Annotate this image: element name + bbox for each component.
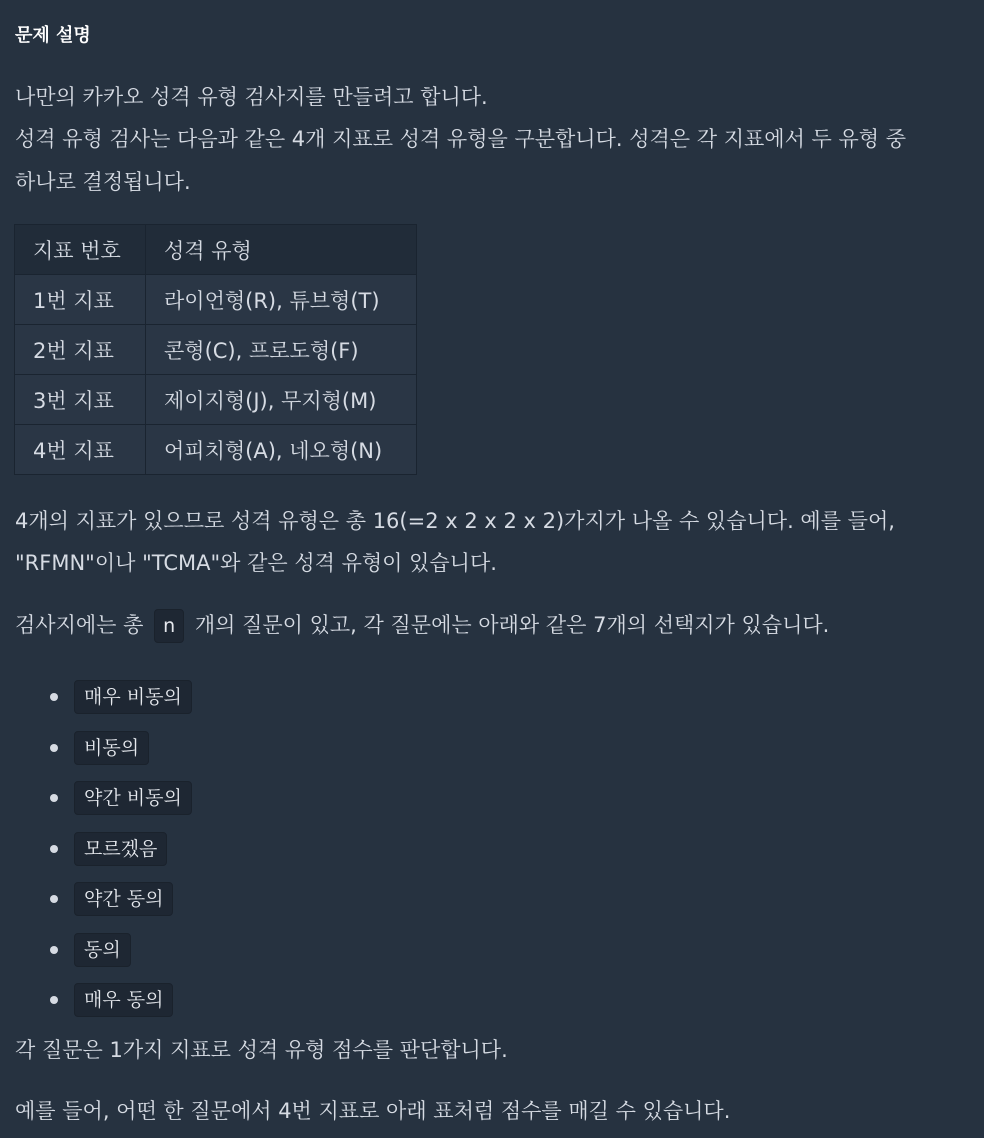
questions-text-after: 개의 질문이 있고, 각 질문에는 아래와 같은 7개의 선택지가 있습니다. <box>194 613 830 637</box>
combos-line-2: "RFMN"이나 "TCMA"와 같은 성격 유형이 있습니다. <box>15 551 497 575</box>
bullet-icon <box>50 845 58 853</box>
table-row <box>15 275 417 325</box>
option-chip: 약간 동의 <box>74 882 173 916</box>
table-header-cell: 성격 유형 <box>146 225 417 275</box>
questions-text-before: 검사지에는 총 <box>15 613 144 637</box>
intro-line-2: 성격 유형 검사는 다음과 같은 4개 지표로 성격 유형을 구분합니다. 성격은 각 지표에서 두 유형 중 <box>15 127 907 151</box>
table-row <box>15 375 417 425</box>
table-cell: 라이언형(R), 튜브형(T) <box>146 275 417 325</box>
table-cell: 콘형(C), 프로도형(F) <box>146 325 417 375</box>
table-cell: 어피치형(A), 네오형(N) <box>146 425 417 475</box>
bullet-icon <box>50 946 58 954</box>
inline-code-n: n <box>154 609 184 643</box>
table-cell: 4번 지표 <box>15 425 146 475</box>
table-cell: 3번 지표 <box>15 375 146 425</box>
table-cell: 제이지형(J), 무지형(M) <box>146 375 417 425</box>
table-row <box>15 425 417 475</box>
intro-line-3: 하나로 결정됩니다. <box>15 170 191 194</box>
option-chip: 동의 <box>74 933 131 967</box>
option-chip: 모르겠음 <box>74 832 167 866</box>
scoring-line: 각 질문은 1가지 지표로 성격 유형 점수를 판단합니다. <box>15 1038 508 1062</box>
option-chip: 약간 비동의 <box>74 781 192 815</box>
bullet-icon <box>50 744 58 752</box>
table-row <box>15 325 417 375</box>
bullet-icon <box>50 693 58 701</box>
section-title: 문제 설명 <box>15 25 91 46</box>
bullet-icon <box>50 794 58 802</box>
table-header-cell: 지표 번호 <box>15 225 146 275</box>
table-header-row <box>15 225 417 275</box>
bullet-icon <box>50 895 58 903</box>
intro-line-1: 나만의 카카오 성격 유형 검사지를 만들려고 합니다. <box>15 85 488 109</box>
questions-line <box>15 604 974 647</box>
example-line: 예를 들어, 어떤 한 질문에서 4번 지표로 아래 표처럼 점수를 매길 수 있습니다. <box>15 1099 731 1123</box>
table-cell: 1번 지표 <box>15 275 146 325</box>
option-chip: 매우 동의 <box>74 983 173 1017</box>
option-chip: 매우 비동의 <box>74 680 192 714</box>
option-chip: 비동의 <box>74 731 149 765</box>
bullet-icon <box>50 996 58 1004</box>
combos-line-1: 4개의 지표가 있으므로 성격 유형은 총 16(=2 x 2 x 2 x 2)가지가 나올 수 있습니다. 예를 들어, <box>15 509 895 533</box>
table-cell: 2번 지표 <box>15 325 146 375</box>
indicator-table <box>14 224 417 475</box>
